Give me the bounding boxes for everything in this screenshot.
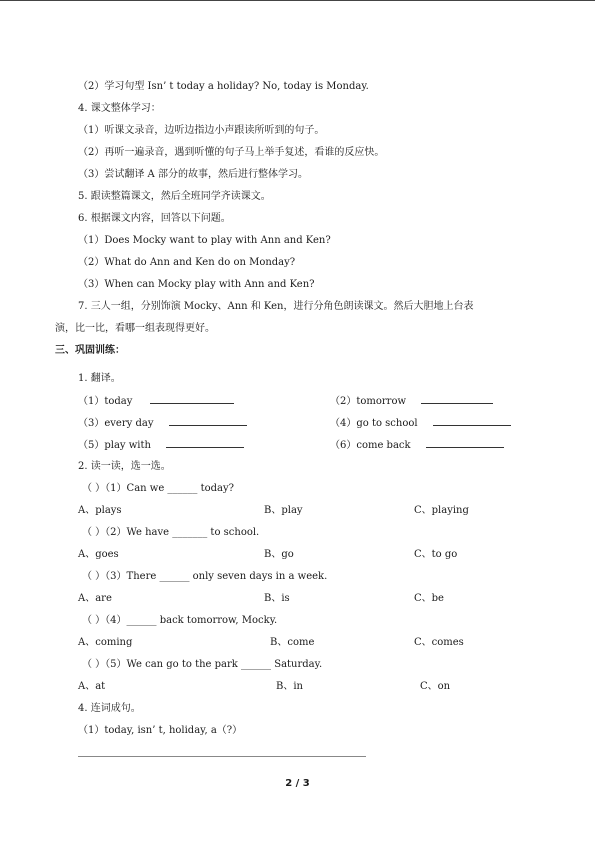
option-c[interactable]: C、comes	[414, 637, 464, 648]
mc-stem[interactable]: （ ）（3）There ______ only seven days in a week.	[82, 571, 328, 582]
step-1: （1）听课文录音，边听边指边小声跟读所听到的句子。	[78, 125, 325, 136]
sentence-heading: 4. 连词成句。	[78, 703, 141, 714]
step-2: （2）再听一遍录音，遇到听懂的句子马上举手复述，看谁的反应快。	[78, 147, 385, 158]
option-a[interactable]: A、are	[78, 593, 112, 604]
top-border	[0, 0, 595, 1]
question-3: （3）When can Mocky play with Ann and Ken?	[78, 279, 315, 290]
item-7-cont: 演，比一比，看哪一组表现得更好。	[55, 323, 215, 334]
section-heading: 三、巩固训练：	[55, 345, 125, 356]
mc-stem[interactable]: （ ）（1）Can we ______ today?	[82, 483, 235, 494]
question-2: （2）What do Ann and Ken do on Monday?	[78, 257, 296, 268]
mc-stem[interactable]: （ ）（2）We have _______ to school.	[82, 527, 260, 538]
option-b[interactable]: B、is	[264, 593, 290, 604]
translate-item: （2）tomorrow	[330, 394, 493, 409]
option-a[interactable]: A、coming	[78, 637, 133, 648]
sentence-item: （1）today, isn’ t, holiday, a（?）	[78, 725, 243, 736]
answer-blank[interactable]	[150, 394, 234, 404]
choice-heading: 2. 读一读，选一选。	[78, 461, 171, 472]
option-c[interactable]: C、on	[420, 681, 451, 692]
option-a[interactable]: A、goes	[78, 549, 119, 560]
translate-item: （1）today	[78, 394, 234, 409]
translate-item: （3）every day	[78, 416, 247, 431]
answer-blank[interactable]	[421, 394, 493, 404]
answer-blank[interactable]	[166, 438, 244, 448]
translate-heading: 1. 翻译。	[78, 373, 121, 384]
mc-stem[interactable]: （ ）（5）We can go to the park ______ Saturday.	[82, 659, 323, 670]
option-b[interactable]: B、come	[270, 637, 315, 648]
answer-blank[interactable]	[433, 416, 511, 426]
answer-blank[interactable]	[169, 416, 247, 426]
translate-item: （5）play with	[78, 438, 244, 453]
mc-stem[interactable]: （ ）（4）______ back tomorrow, Mocky.	[82, 615, 278, 626]
option-b[interactable]: B、go	[264, 549, 294, 560]
option-a[interactable]: A、at	[78, 681, 106, 692]
translate-item: （4）go to school	[330, 416, 511, 431]
option-b[interactable]: B、in	[276, 681, 303, 692]
option-c[interactable]: C、to go	[414, 549, 458, 560]
option-b[interactable]: B、play	[264, 505, 303, 516]
option-c[interactable]: C、be	[414, 593, 444, 604]
item-6: 6. 根据课文内容，回答以下问题。	[78, 213, 231, 224]
translate-item: （6）come back	[330, 438, 504, 453]
question-1: （1）Does Mocky want to play with Ann and Ken?	[78, 235, 331, 246]
page-number: 2 / 3	[285, 778, 310, 789]
step-3: （3）尝试翻译 A 部分的故事，然后进行整体学习。	[78, 169, 308, 180]
pattern-line: （2）学习句型 Isn’ t today a holiday? No, today is Monday.	[78, 81, 369, 92]
option-c[interactable]: C、playing	[414, 505, 469, 516]
item-4-heading: 4. 课文整体学习：	[78, 103, 161, 114]
answer-blank[interactable]	[426, 438, 504, 448]
item-5: 5. 跟读整篇课文，然后全班同学齐读课文。	[78, 191, 271, 202]
answer-line[interactable]	[78, 756, 366, 757]
item-7: 7. 三人一组，分别饰演 Mocky、Ann 和 Ken，进行分角色朗读课文。然后大胆地上台表	[78, 301, 474, 312]
option-a[interactable]: A、plays	[78, 505, 122, 516]
